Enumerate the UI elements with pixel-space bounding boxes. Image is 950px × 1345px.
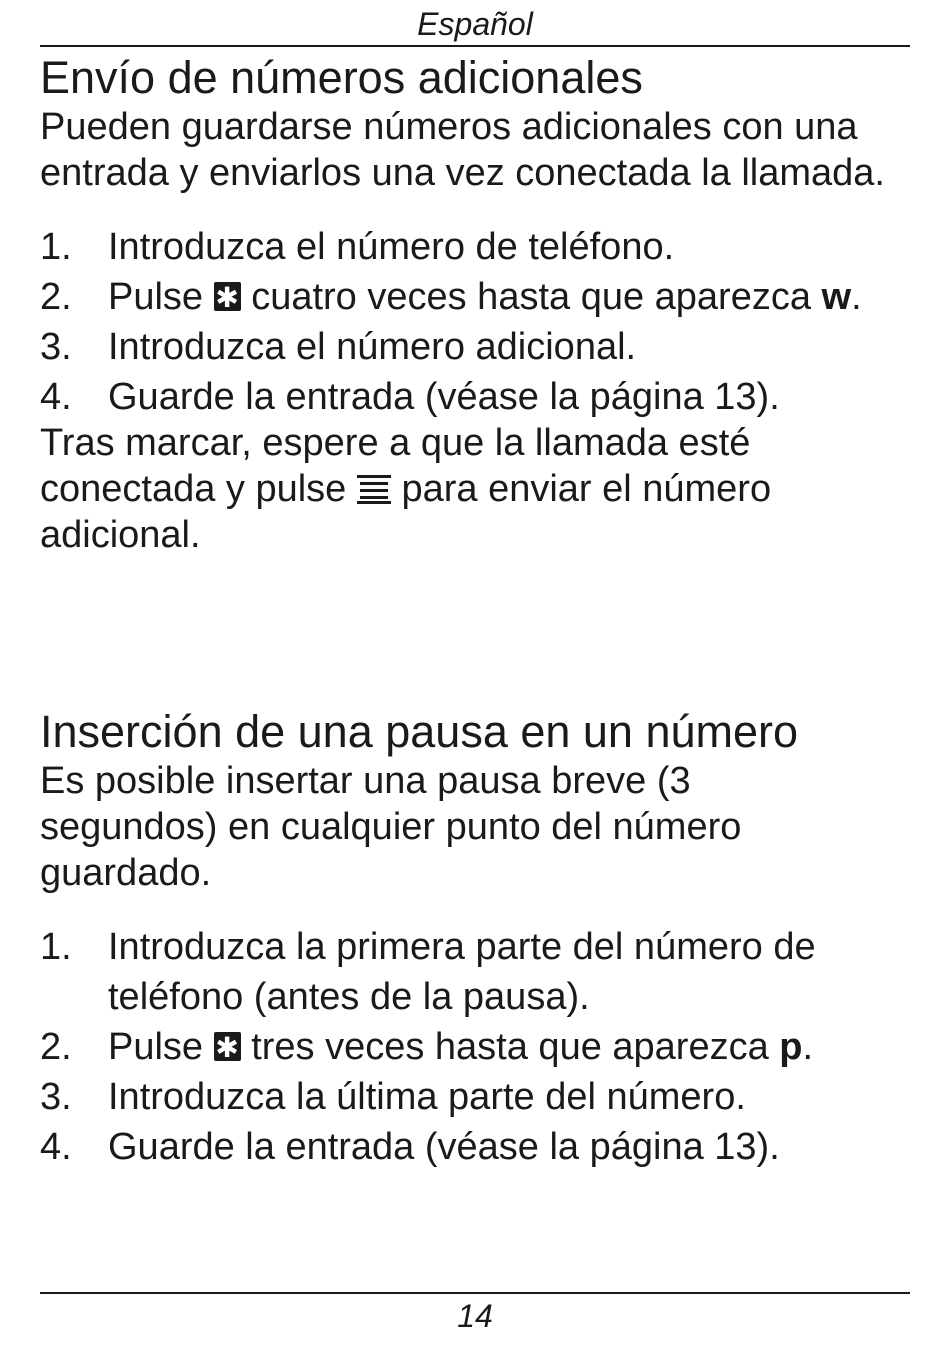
step-text: Introduzca el número adicional. [108,326,637,368]
list-item [40,372,910,422]
step-number: 4. [40,376,72,418]
list-item [40,222,910,272]
section-title: Envío de números adicionales [40,52,643,103]
section-intro: Es posible insertar una pausa breve (3 segundos) en cualquier punto del número guardado. [40,760,742,894]
step-number: 1. [40,926,72,968]
step-number: 3. [40,326,72,368]
steps-list [40,222,910,422]
step-text: Introduzca el número de teléfono. [108,226,675,268]
step-number: 2. [40,276,72,318]
list-item [40,922,910,1022]
steps-list [40,922,910,1172]
list-item [40,1022,910,1072]
step-text: Guarde la entrada (véase la página 13). [108,376,780,418]
step-text-after: tres veces hasta que aparezca [251,1026,769,1068]
display-char: w [821,276,852,318]
step-number: 1. [40,226,72,268]
list-item [40,272,910,322]
page-header-language: Español [417,6,533,42]
page-number: 14 [457,1298,493,1334]
step-number: 2. [40,1026,72,1068]
step-text-end: . [802,1026,814,1068]
list-item [40,322,910,372]
section-additional-numbers [40,52,910,558]
outro-text-after: para enviar el número adicional. [40,468,772,556]
footer-divider [40,1292,910,1294]
section-insert-pause [40,706,910,1172]
section-intro: Pueden guardarse números adicionales con una entrada y enviarlos una vez conectada la llamada. [40,106,885,194]
display-char: p [779,1026,803,1068]
outro-text-before: Tras marcar, espere a que la llamada esté conectada y pulse [40,422,751,510]
step-text-after: cuatro veces hasta que aparezca [251,276,811,318]
step-text: Introduzca la última parte del número. [108,1076,746,1118]
header-divider [40,45,910,47]
section-outro [40,420,910,558]
step-text-before: Pulse [108,1026,204,1068]
step-text-end: . [851,276,862,318]
step-text: Introduzca la primera parte del número de teléfono (antes de la pausa). [108,926,816,1018]
step-text-before: Pulse [108,276,204,318]
star-key-icon: ✱ [215,1032,239,1063]
menu-key-icon [357,474,391,504]
section-title: Inserción de una pausa en un número [40,706,799,757]
step-number: 4. [40,1126,72,1168]
step-number: 3. [40,1076,72,1118]
list-item [40,1072,910,1122]
list-item [40,1122,910,1172]
star-key-icon: ✱ [215,282,239,313]
step-text: Guarde la entrada (véase la página 13). [108,1126,780,1168]
